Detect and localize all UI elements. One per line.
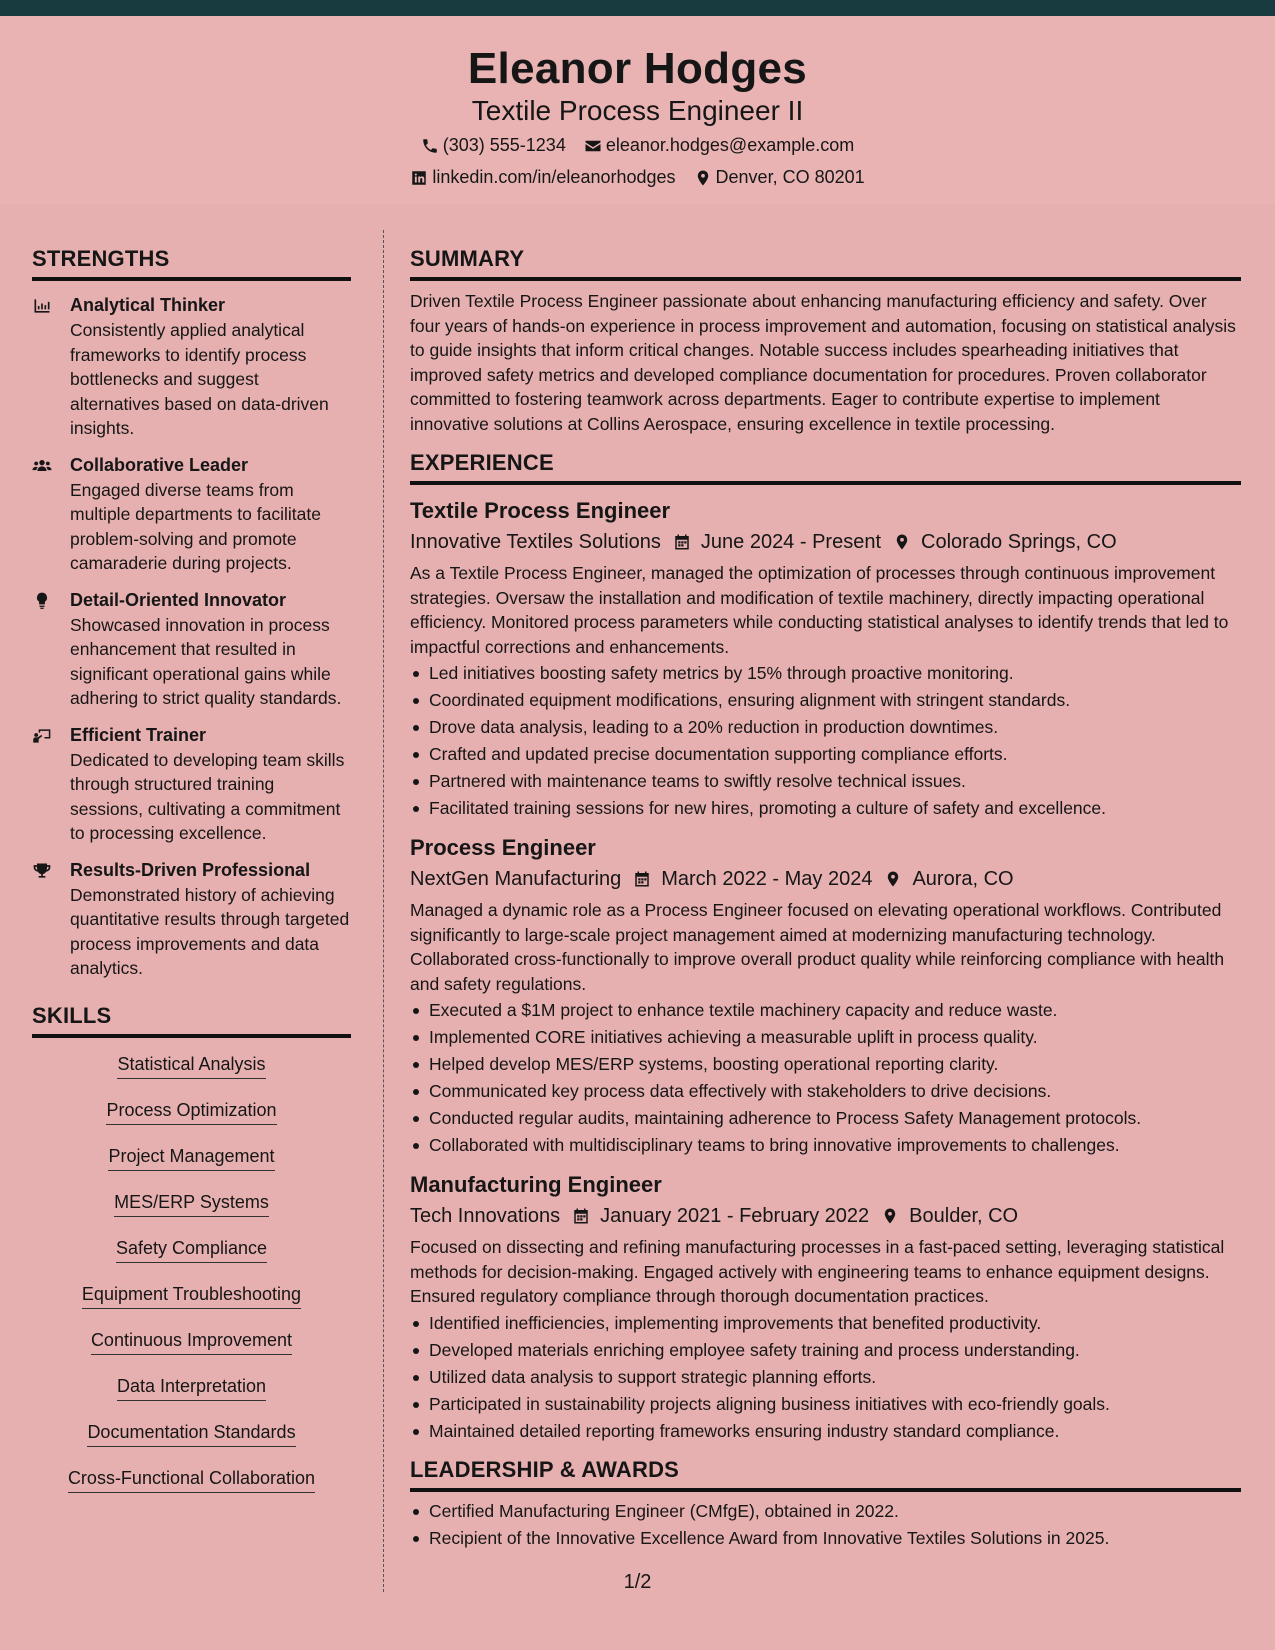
job-bullet: Executed a $1M project to enhance textile machinery capacity and reduce waste. [410, 997, 1241, 1024]
location-text: Denver, CO 80201 [715, 167, 865, 187]
job-bullet: Communicated key process data effectively with stakeholders to drive decisions. [410, 1078, 1241, 1105]
job-bullet: Coordinated equipment modifications, ensuring alignment with stringent standards. [410, 687, 1241, 714]
contact-row-1 [0, 135, 1275, 156]
strength-name: Efficient Trainer [70, 724, 207, 745]
job-entry [410, 1171, 1241, 1445]
job-bullet: Facilitated training sessions for new hires, promoting a culture of safety and excellence. [410, 795, 1241, 822]
strength-item [32, 454, 351, 576]
contact-row-2 [0, 167, 1275, 188]
resume-header [0, 16, 1275, 204]
users-icon [32, 456, 52, 476]
contact-email[interactable] [584, 135, 854, 156]
job-entry [410, 834, 1241, 1159]
job-location: Aurora, CO [912, 868, 1014, 890]
map-pin-icon [881, 1207, 899, 1225]
strength-name: Analytical Thinker [70, 295, 226, 315]
summary-heading: SUMMARY [410, 246, 1241, 281]
skill-tag: Cross-Functional Collaboration [68, 1466, 315, 1493]
summary-text: Driven Textile Process Engineer passionate about enhancing manufacturing efficiency and safety. Over four years of hands-on experience in process improvement and automation, focusing on statistical analysis to guide insights that inform critical changes. Notable success includes spearheading initiatives that improved safety metrics and developed compliance documentation for procedures. Proven collaborator committed to fostering teamwork across departments. Eager to contribute expertise to implement innovative solutions at Collins Aerospace, ensuring excellence in textile processing. [410, 291, 1236, 434]
job-company: Tech Innovations [410, 1205, 561, 1227]
strength-item [32, 859, 351, 981]
linkedin-text: linkedin.com/in/eleanorhodges [432, 167, 676, 187]
strength-desc: Demonstrated history of achieving quantitative results through targeted process improvements and data analytics. [70, 884, 350, 978]
calendar-icon [673, 533, 691, 551]
skill-tag: Process Optimization [106, 1098, 276, 1125]
job-company: Innovative Textiles Solutions [410, 531, 661, 553]
linkedin-icon [410, 169, 428, 187]
job-bullet: Crafted and updated precise documentation supporting compliance efforts. [410, 741, 1241, 768]
job-title: Textile Process Engineer [410, 498, 671, 523]
skill-tag: MES/ERP Systems [114, 1190, 269, 1217]
skill-tag: Safety Compliance [116, 1236, 267, 1263]
strength-name: Results-Driven Professional [70, 859, 311, 880]
job-bullet: Maintained detailed reporting frameworks ensuring industry standard compliance. [410, 1418, 1241, 1445]
job-bullet: Collaborated with multidisciplinary teams to bring innovative improvements to challenges. [410, 1132, 1241, 1159]
candidate-title: Textile Process Engineer II [471, 95, 804, 126]
skill-tag: Continuous Improvement [91, 1328, 292, 1355]
top-accent-bar [0, 0, 1275, 16]
strength-name: Collaborative Leader [70, 454, 249, 475]
email-text: eleanor.hodges@example.com [605, 135, 855, 155]
job-bullet: Partnered with maintenance teams to swiftly resolve technical issues. [410, 768, 1241, 795]
strength-item [32, 724, 351, 846]
page-number: 1/2 [623, 1571, 652, 1593]
skill-tag: Equipment Troubleshooting [82, 1282, 301, 1309]
job-bullet: Developed materials enriching employee safety training and process understanding. [410, 1337, 1241, 1364]
job-entry [410, 497, 1241, 822]
right-column [410, 246, 1241, 1552]
map-pin-icon [893, 533, 911, 551]
job-bullets [410, 660, 1241, 822]
strength-item [32, 589, 351, 711]
job-location: Colorado Springs, CO [921, 531, 1117, 553]
map-pin-icon [884, 870, 902, 888]
job-bullets [410, 1310, 1241, 1445]
map-pin-icon [694, 169, 712, 187]
trophy-icon [32, 861, 52, 881]
job-meta [410, 865, 1241, 893]
calendar-icon [572, 1207, 590, 1225]
job-bullet: Participated in sustainability projects aligning business initiatives with eco-friendly goals. [410, 1391, 1241, 1418]
job-dates: June 2024 - Present [700, 531, 882, 553]
job-bullet: Identified inefficiencies, implementing improvements that benefited productivity. [410, 1310, 1241, 1337]
job-bullet: Implemented CORE initiatives achieving a measurable uplift in process quality. [410, 1024, 1241, 1051]
job-location: Boulder, CO [909, 1205, 1019, 1227]
strength-desc: Dedicated to developing team skills through structured training sessions, cultivating a commitment to processing excellence. [70, 749, 345, 843]
job-bullet: Utilized data analysis to support strategic planning efforts. [410, 1364, 1241, 1391]
job-bullets [410, 997, 1241, 1159]
calendar-icon [633, 870, 651, 888]
job-company: NextGen Manufacturing [410, 868, 622, 890]
strength-name: Detail-Oriented Innovator [70, 589, 287, 610]
strength-item [32, 294, 351, 441]
contact-phone[interactable] [421, 135, 566, 156]
skill-tag: Data Interpretation [117, 1374, 266, 1401]
job-bullet: Helped develop MES/ERP systems, boosting operational reporting clarity. [410, 1051, 1241, 1078]
job-dates: January 2021 - February 2022 [600, 1205, 870, 1227]
chart-bar-icon [32, 296, 52, 316]
award-item: Certified Manufacturing Engineer (CMfgE), obtained in 2022. [410, 1498, 1241, 1525]
job-description: As a Textile Process Engineer, managed the optimization of processes through continuous improvement strategies. Oversaw the installation and modification of textile machinery, directly impacting operational efficiency. Monitored process parameters while conducting statistical analyses to identify trends that led to impactful corrections and enhancements. [410, 563, 1229, 657]
leadership-heading: LEADERSHIP & AWARDS [410, 1457, 1241, 1492]
contact-location [694, 167, 865, 188]
strength-desc: Showcased innovation in process enhancement that resulted in significant operational gains while adhering to strict quality standards. [70, 614, 342, 708]
skill-tag: Documentation Standards [87, 1420, 295, 1447]
column-divider [383, 230, 384, 1592]
job-description: Focused on dissecting and refining manufacturing processes in a fast-paced setting, leveraging statistical methods for decision-making. Engaged actively with engineering teams to enhance equipment designs. Ensured regulatory compliance through thorough documentation practices. [410, 1237, 1225, 1306]
leadership-list [410, 1498, 1241, 1552]
skill-list [32, 1052, 351, 1493]
skill-tag: Project Management [108, 1144, 274, 1171]
lightbulb-icon [32, 591, 52, 611]
strength-desc: Engaged diverse teams from multiple departments to facilitate problem-solving and promote camaraderie during projects. [70, 479, 321, 573]
award-item: Recipient of the Innovative Excellence Award from Innovative Textiles Solutions in 2025. [410, 1525, 1241, 1552]
skill-tag: Statistical Analysis [117, 1052, 265, 1079]
contact-linkedin[interactable] [410, 167, 675, 188]
job-bullet: Drove data analysis, leading to a 20% reduction in production downtimes. [410, 714, 1241, 741]
left-column [32, 246, 351, 1512]
teacher-icon [32, 726, 52, 746]
job-title: Manufacturing Engineer [410, 1172, 662, 1197]
job-bullet: Conducted regular audits, maintaining adherence to Process Safety Management protocols. [410, 1105, 1241, 1132]
job-description: Managed a dynamic role as a Process Engineer focused on elevating operational workflows. Contributed significantly to large-scale project management aimed at modernizing manufacturing technology. Collaborated cross-functionally to improve overall product quality while reinforcing compliance with health and safety regulations. [410, 900, 1225, 994]
strengths-heading: STRENGTHS [32, 246, 351, 281]
job-meta [410, 1202, 1241, 1230]
candidate-name: Eleanor Hodges [467, 44, 808, 93]
job-dates: March 2022 - May 2024 [661, 868, 873, 890]
envelope-icon [584, 137, 602, 155]
job-title: Process Engineer [410, 835, 596, 860]
skills-section [32, 1003, 351, 1493]
job-meta [410, 528, 1241, 556]
skills-heading: SKILLS [32, 1003, 351, 1038]
experience-heading: EXPERIENCE [410, 450, 1241, 485]
job-bullet: Led initiatives boosting safety metrics by 15% through proactive monitoring. [410, 660, 1241, 687]
phone-icon [421, 137, 439, 155]
strength-desc: Consistently applied analytical frameworks to identify process bottlenecks and suggest alternatives based on data-driven insights. [70, 320, 329, 438]
phone-text: (303) 555-1234 [442, 135, 566, 155]
